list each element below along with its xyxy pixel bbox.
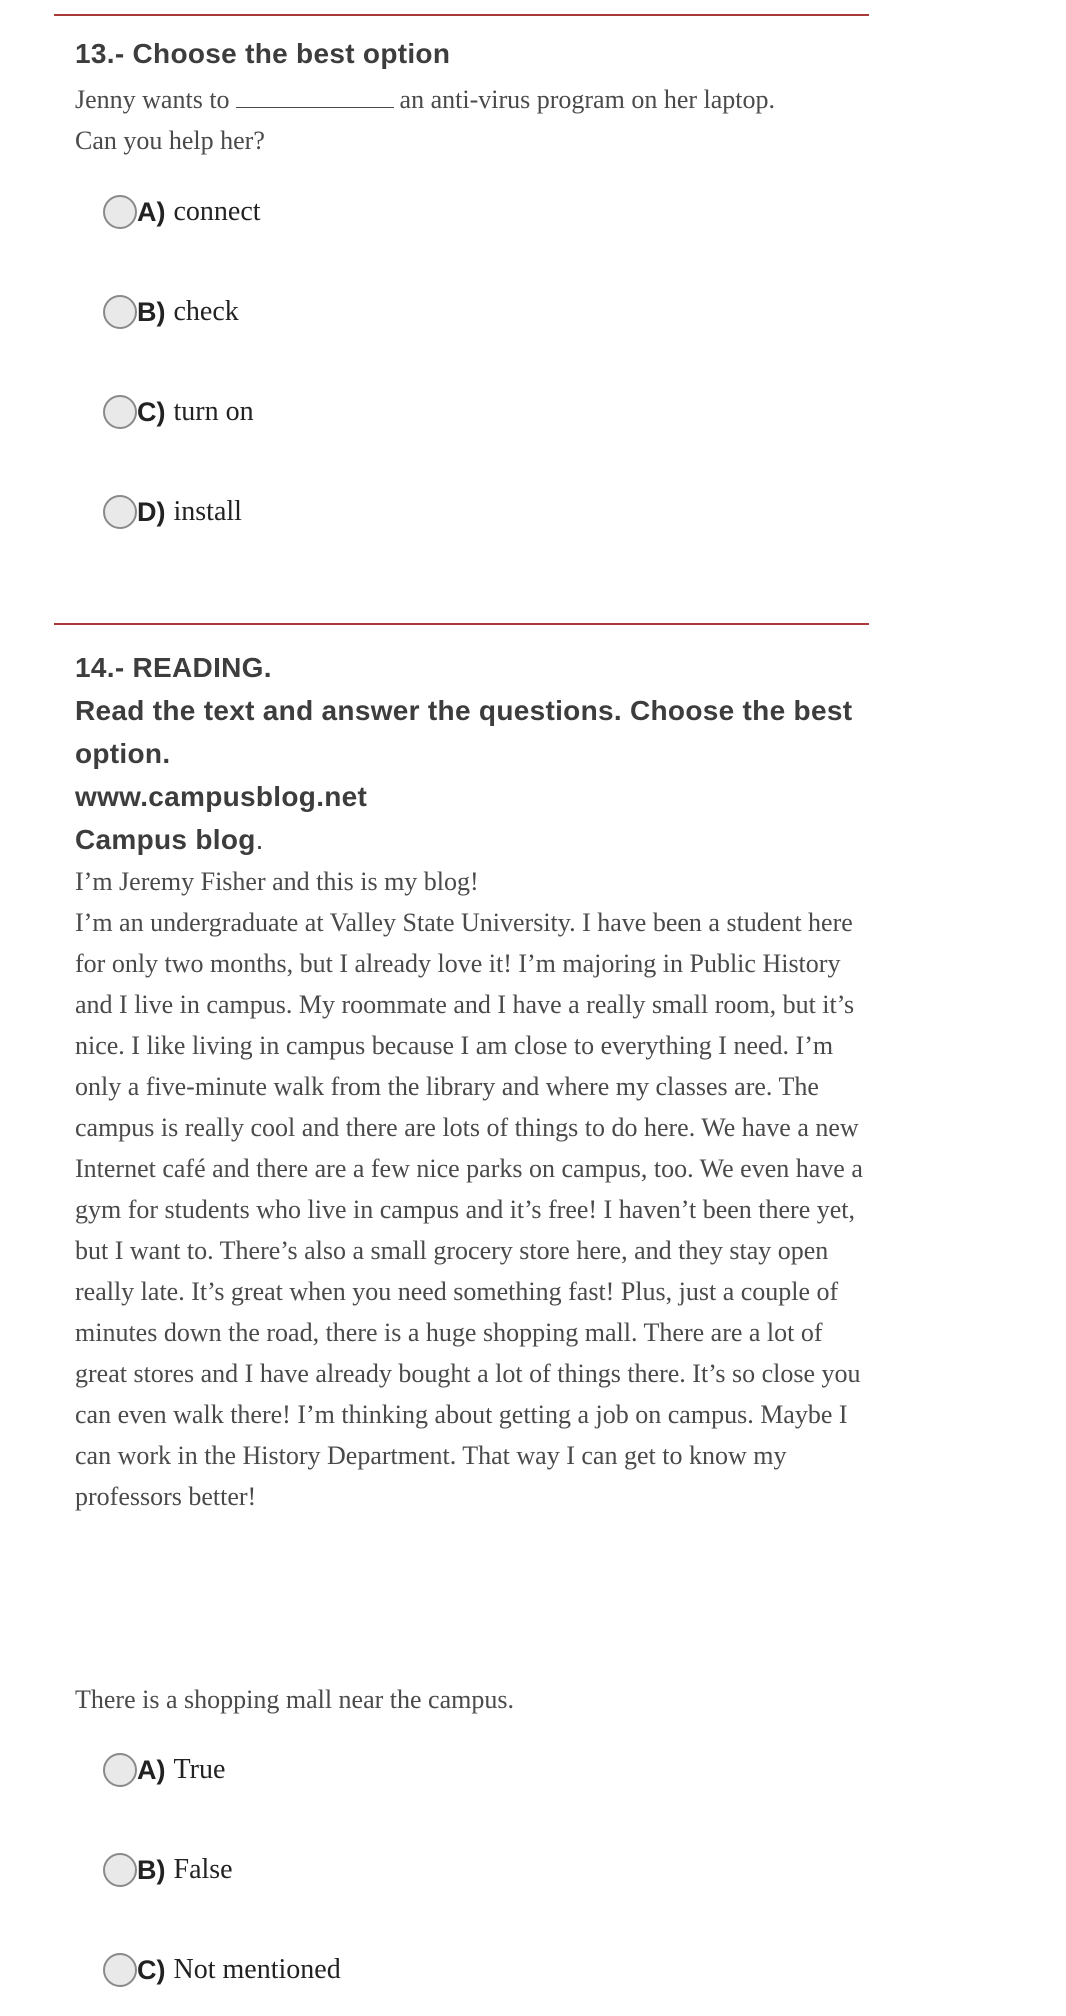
blog-url: www.campusblog.net — [75, 781, 368, 812]
blog-title-suffix: . — [255, 824, 264, 855]
radio-button[interactable] — [103, 1853, 137, 1887]
prompt-after: an anti-virus program on her laptop. — [399, 85, 775, 114]
option-letter: B) — [137, 296, 166, 327]
answer-blank — [236, 85, 394, 108]
option-text: Not mentioned — [173, 1954, 341, 1985]
q14-option-a[interactable] — [103, 1750, 225, 1790]
question-13-prompt — [75, 79, 875, 120]
option-text: connect — [173, 196, 261, 227]
q13-option-c[interactable] — [103, 392, 254, 432]
section-divider — [54, 14, 869, 16]
question-14-header — [75, 646, 865, 861]
option-text: turn on — [173, 396, 254, 427]
option-text: True — [173, 1754, 226, 1785]
radio-button[interactable] — [103, 295, 137, 329]
blog-title: Campus blog — [75, 824, 256, 855]
reading-passage — [75, 861, 870, 1517]
radio-button[interactable] — [103, 495, 137, 529]
option-letter: B) — [137, 1854, 166, 1885]
blog-title-line — [75, 818, 865, 861]
option-text: install — [173, 496, 242, 527]
radio-button[interactable] — [103, 195, 137, 229]
question-14-instruction: Read the text and answer the questions. Choose the best option. — [75, 695, 853, 769]
radio-button[interactable] — [103, 1953, 137, 1987]
question-14-title: 14.- READING. — [75, 652, 272, 683]
option-letter: C) — [137, 396, 166, 427]
question-14-statement: There is a shopping mall near the campus. — [75, 1685, 514, 1714]
option-text: check — [173, 296, 239, 327]
option-letter: C) — [137, 1954, 166, 1985]
passage-intro: I’m Jeremy Fisher and this is my blog! — [75, 867, 479, 896]
prompt-before: Jenny wants to — [75, 85, 230, 114]
q13-option-b[interactable] — [103, 292, 239, 332]
option-text: False — [173, 1854, 233, 1885]
option-letter: A) — [137, 196, 166, 227]
option-letter: A) — [137, 1754, 166, 1785]
q13-option-a[interactable] — [103, 192, 261, 232]
passage-body: I’m an undergraduate at Valley State University. I have been a student here for only two months, but I already love it! I’m majoring in Public History and I live in campus. My roommate and I have a really small room, but it’s nice. I like living in campus because I am close to everything I need. I’m only a five-minute walk from the library and where my classes are. The campus is really cool and there are lots of things to do here. We have a new Internet café and there are a few nice parks on campus, too. We even have a gym for students who live in campus and it’s free! I haven’t been there yet, but I want to. There’s also a small grocery store here, and they stay open really late. It’s great when you need something fast! Plus, just a couple of minutes down the road, there is a huge shopping mall. There are a lot of great stores and I have already bought a lot of things there. It’s so close you can even walk there! I’m thinking about getting a job on campus. Maybe I can work in the History Department. That way I can get to know my professors better! — [75, 908, 863, 1511]
radio-button[interactable] — [103, 395, 137, 429]
option-letter: D) — [137, 496, 166, 527]
section-divider — [54, 623, 869, 625]
radio-button[interactable] — [103, 1753, 137, 1787]
q14-option-c[interactable] — [103, 1950, 341, 1990]
question-13-prompt-line2: Can you help her? — [75, 126, 265, 155]
q13-option-d[interactable] — [103, 492, 242, 532]
question-13-title: 13.- Choose the best option — [75, 38, 451, 69]
q14-option-b[interactable] — [103, 1850, 233, 1890]
